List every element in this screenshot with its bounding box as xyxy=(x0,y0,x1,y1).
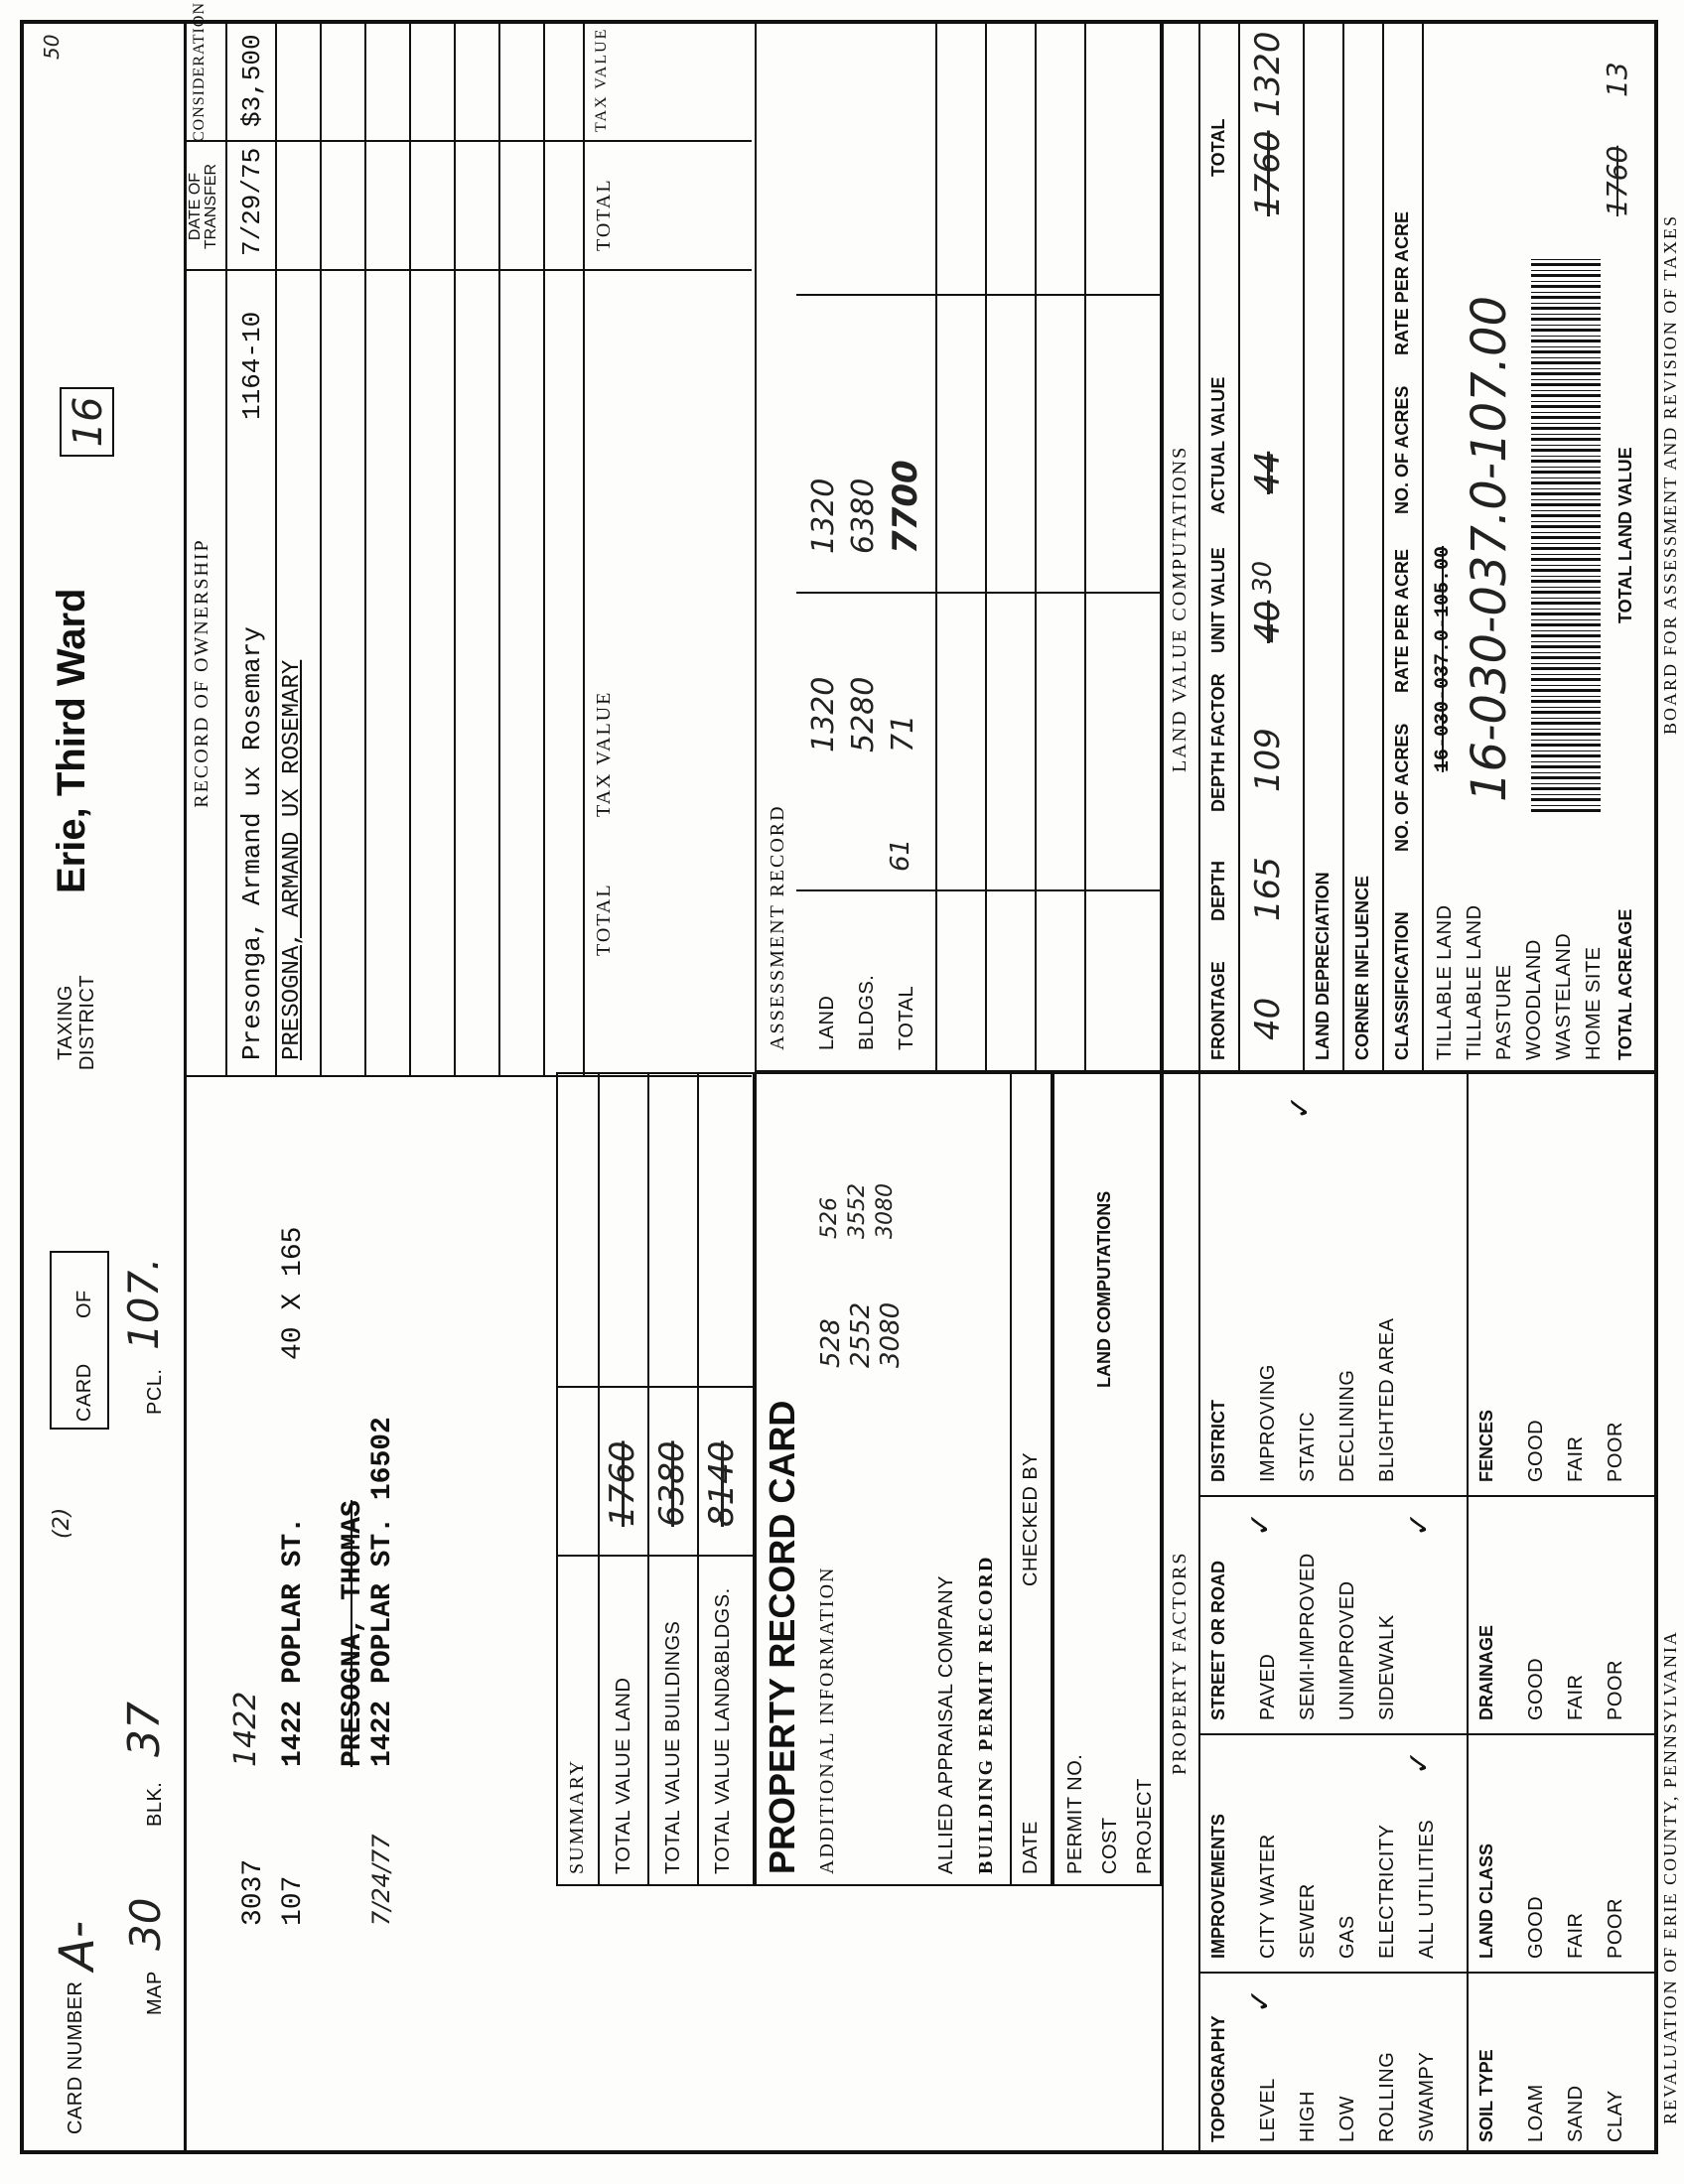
row-depth: 165 xyxy=(1248,857,1288,921)
street-paved: PAVED xyxy=(1257,1653,1279,1720)
drain-good: GOOD xyxy=(1525,1657,1547,1720)
class-poor: POOR xyxy=(1605,1898,1626,1959)
topography-label: TOPOGRAPHY xyxy=(1208,2015,1228,2142)
owner-row-1-date: 7/29/75 xyxy=(237,147,267,256)
bottom-total-2: 13 xyxy=(1601,62,1633,97)
line2-left: 107 xyxy=(278,1875,309,1926)
of-label: OF xyxy=(73,1290,95,1318)
row-total-2: 1320 xyxy=(1248,31,1288,117)
check-all-utilities: ✓ xyxy=(1402,1749,1437,1775)
soil-label: SOIL TYPE xyxy=(1476,2049,1496,2142)
street-sidewalk: SIDEWALK xyxy=(1376,1614,1398,1720)
summary-row-1-total: 1760 xyxy=(603,1440,642,1527)
taxing-district-label: TAXING DISTRICT xyxy=(55,974,98,1071)
line1-num: 1422 xyxy=(228,1691,263,1767)
summary-total-header: TOTAL xyxy=(593,883,615,956)
soil-clay: CLAY xyxy=(1605,2090,1626,2142)
permit-no-label: PERMIT NO. xyxy=(1064,1753,1086,1874)
drain-fair: FAIR xyxy=(1565,1674,1587,1720)
district-static: STATIC xyxy=(1297,1411,1319,1482)
land-value-computations xyxy=(1162,22,1658,1072)
assessment-year: 61 xyxy=(886,838,915,872)
no-of-acres-1: NO. OF ACRES xyxy=(1392,723,1412,852)
note-1a: 528 xyxy=(816,1318,846,1368)
map-label: MAP xyxy=(144,1971,166,2015)
line2-address: 1422 POPLAR ST. xyxy=(278,1516,309,1767)
check-paved: ✓ xyxy=(1243,1511,1278,1537)
soil-loam: LOAM xyxy=(1525,2084,1547,2142)
imp-all-utilities: ALL UTILITIES xyxy=(1416,1819,1438,1959)
class-wasteland: WASTELAND xyxy=(1553,932,1575,1060)
row-unit-2: 30 xyxy=(1248,560,1278,594)
topo-high: HIGH xyxy=(1297,2091,1319,2142)
note-2a: 526 xyxy=(817,1197,842,1239)
class-pasture: PASTURE xyxy=(1493,964,1515,1060)
map-value: 30 xyxy=(121,1897,170,1951)
total-land-value: TOTAL LAND VALUE xyxy=(1615,447,1635,623)
pcl-value: 107. xyxy=(119,1257,168,1350)
parcel-struck: 16-030-037.0-105.00 xyxy=(1432,545,1455,772)
col-actual-value: ACTUAL VALUE xyxy=(1208,376,1228,514)
date-note: 7/24/77 xyxy=(367,1834,395,1926)
district-blighted: BLIGHTED AREA xyxy=(1376,1317,1398,1482)
checked-by-label: CHECKED BY xyxy=(1020,1451,1042,1586)
project-label: PROJECT xyxy=(1134,1778,1156,1874)
drain-poor: POOR xyxy=(1605,1660,1626,1720)
district-improving: IMPROVING xyxy=(1257,1364,1279,1482)
street-unimproved: UNIMPROVED xyxy=(1336,1580,1358,1720)
card-label: CARD xyxy=(73,1363,95,1422)
bottom-total-1: 1760 xyxy=(1601,145,1633,216)
assessment-v5: 6380 xyxy=(846,478,881,554)
card-number-label: CARD NUMBER xyxy=(65,1980,86,2134)
summary-right-tax: TAX VALUE xyxy=(593,27,610,132)
property-description xyxy=(189,1072,556,2144)
check-sidewalk: ✓ xyxy=(1402,1511,1437,1537)
drainage-label: DRAINAGE xyxy=(1476,1624,1496,1720)
assessment-v4: 1320 xyxy=(806,478,841,554)
owner-row-1-consideration: $3,500 xyxy=(237,34,267,127)
footer-right: BOARD FOR ASSESSMENT AND REVISION OF TAXES xyxy=(1660,214,1680,735)
appraisal-company: ALLIED APPRAISAL COMPANY xyxy=(935,1575,957,1874)
ownership-panel xyxy=(186,2,752,1077)
date-of-transfer-label: DATE OF TRANSFER xyxy=(187,163,219,250)
col-unit-value: UNIT VALUE xyxy=(1208,547,1228,653)
card-box-number: 16 xyxy=(66,396,111,448)
class-home-site: HOME SITE xyxy=(1583,946,1605,1060)
summary-row-2-label: TOTAL VALUE BUILDINGS xyxy=(662,1620,684,1874)
struck-owner: PRESOGNA, THOMAS xyxy=(338,1500,368,1767)
assessment-v2: 5280 xyxy=(846,676,881,752)
row-actual: 44 xyxy=(1248,451,1288,494)
rate-per-acre-1: RATE PER ACRE xyxy=(1392,548,1412,693)
blk-value: 37 xyxy=(119,1702,170,1757)
topo-rolling: ROLLING xyxy=(1376,2051,1398,2142)
topo-level: LEVEL xyxy=(1257,2078,1279,2142)
check-static: ✓ xyxy=(1283,1094,1318,1120)
fences-label: FENCES xyxy=(1476,1409,1496,1482)
owner-row-2: PRESOGNA, ARMAND UX ROSEMARY xyxy=(279,659,306,1060)
assessment-record xyxy=(755,22,1162,1072)
row-total-1: 1760 xyxy=(1248,130,1288,216)
footer-left: REVALUATION OF ERIE COUNTY, PENNSYLVANIA xyxy=(1660,1630,1680,2124)
summary-row-3-label: TOTAL VALUE LAND&BLDGS. xyxy=(712,1587,734,1874)
line4-address: 1422 POPLAR ST. 16502 xyxy=(367,1417,398,1767)
building-permit-label: BUILDING PERMIT RECORD xyxy=(975,1555,997,1874)
class-tillable-2: TILLABLE LAND xyxy=(1464,904,1485,1060)
assessment-v1: 1320 xyxy=(806,676,841,752)
assessment-v3: 71 xyxy=(886,714,920,752)
row-depth-factor: 109 xyxy=(1248,728,1288,792)
class-fair: FAIR xyxy=(1565,1912,1587,1959)
note-2b: 3552 xyxy=(845,1183,870,1239)
barcode xyxy=(1531,256,1601,812)
rate-per-acre-2: RATE PER ACRE xyxy=(1392,210,1412,355)
parcel-number: 16-030-037.0-107.00 xyxy=(1462,295,1517,802)
summary-row-2-total: 6380 xyxy=(652,1440,692,1527)
land-computations-label: LAND COMPUTATIONS xyxy=(1094,1190,1114,1388)
imp-electricity: ELECTRICITY xyxy=(1376,1824,1398,1959)
fence-good: GOOD xyxy=(1525,1419,1547,1482)
owner-row-1-ref: 1164-10 xyxy=(237,311,267,420)
imp-city-water: CITY WATER xyxy=(1257,1834,1279,1959)
topo-swampy: SWAMPY xyxy=(1416,2051,1438,2142)
pcl-label: PCL. xyxy=(144,1368,166,1415)
property-factors-title: PROPERTY FACTORS xyxy=(1169,1551,1191,1775)
header: CARD NUMBER A- (2) CARD OF TAXING DISTRICT Erie, Third Ward 16 50 MAP 30 BLK. 37 PCL. 107. xyxy=(40,34,170,2134)
note-2c: 3080 xyxy=(873,1183,898,1239)
summary-title: SUMMARY xyxy=(566,1758,588,1874)
assessment-total-label: TOTAL xyxy=(896,985,917,1050)
row-unit-1: 40 xyxy=(1248,600,1288,643)
classification: CLASSIFICATION xyxy=(1392,911,1412,1060)
land-depreciation: LAND DEPRECIATION xyxy=(1313,872,1333,1060)
assessment-title: ASSESSMENT RECORD xyxy=(767,804,788,1050)
corner-influence: CORNER INFLUENCE xyxy=(1352,875,1372,1060)
improvements-label: IMPROVEMENTS xyxy=(1208,1813,1228,1959)
lot-dimensions: 40 X 165 xyxy=(278,1226,309,1360)
fence-poor: POOR xyxy=(1605,1422,1626,1482)
imp-gas: GAS xyxy=(1336,1915,1358,1959)
summary-table xyxy=(556,1072,755,1886)
topo-low: LOW xyxy=(1336,2095,1358,2142)
card-number-value: A- xyxy=(50,1920,105,1971)
ownership-title: RECORD OF OWNERSHIP xyxy=(191,538,212,808)
street-semi: SEMI-IMPROVED xyxy=(1297,1553,1319,1720)
summary-row-1-label: TOTAL VALUE LAND xyxy=(613,1677,634,1874)
blk-label: BLK. xyxy=(144,1781,166,1827)
class-woodland: WOODLAND xyxy=(1523,939,1545,1060)
class-tillable-1: TILLABLE LAND xyxy=(1434,904,1456,1060)
assessment-v6: 7700 xyxy=(886,460,925,554)
note-1c: 3080 xyxy=(876,1301,906,1368)
summary-right-total: TOTAL xyxy=(593,178,615,251)
land-value-title: LAND VALUE COMPUTATIONS xyxy=(1169,445,1191,772)
summary-row-3-total: 8140 xyxy=(702,1440,742,1527)
assessment-bldgs-label: BLDGS. xyxy=(856,974,878,1050)
imp-sewer: SEWER xyxy=(1297,1883,1319,1959)
date-label: DATE xyxy=(1020,1821,1042,1874)
total-acreage: TOTAL ACREAGE xyxy=(1615,908,1635,1060)
soil-sand: SAND xyxy=(1565,2085,1587,2142)
check-level: ✓ xyxy=(1243,1987,1278,2013)
land-class-label: LAND CLASS xyxy=(1476,1843,1496,1959)
col-frontage: FRONTAGE xyxy=(1208,961,1228,1060)
property-factors xyxy=(1162,1072,1658,2154)
corner-mark: 50 xyxy=(40,34,64,60)
card-box xyxy=(60,387,114,457)
taxing-district-value: Erie, Third Ward xyxy=(50,588,93,893)
cost-label: COST xyxy=(1099,1817,1121,1874)
district-declining: DECLINING xyxy=(1336,1369,1358,1482)
class-good: GOOD xyxy=(1525,1895,1547,1959)
record-card-block xyxy=(755,1072,1052,1886)
consideration-label: CONSIDERATION xyxy=(191,2,208,142)
summary-tax-header: TAX VALUE xyxy=(593,690,615,817)
no-of-acres-2: NO. OF ACRES xyxy=(1392,385,1412,514)
col-depth-factor: DEPTH FACTOR xyxy=(1208,673,1228,812)
record-card-title: PROPERTY RECORD CARD xyxy=(762,1400,802,1874)
assessment-land-label: LAND xyxy=(816,995,838,1050)
col-depth: DEPTH xyxy=(1208,860,1228,921)
additional-info-label: ADDITIONAL INFORMATION xyxy=(816,1566,838,1874)
card-of-box xyxy=(50,1251,109,1430)
street-label: STREET OR ROAD xyxy=(1208,1560,1228,1720)
permit-block xyxy=(1052,1072,1162,1886)
district-label: DISTRICT xyxy=(1208,1400,1228,1482)
line1-left: 3037 xyxy=(238,1858,269,1926)
fence-fair: FAIR xyxy=(1565,1435,1587,1482)
col-total: TOTAL xyxy=(1208,118,1228,177)
row-frontage: 40 xyxy=(1248,997,1288,1040)
note-1b: 2552 xyxy=(846,1301,876,1368)
owner-row-1: Presonga, Armand ux Rosemary xyxy=(237,626,267,1060)
